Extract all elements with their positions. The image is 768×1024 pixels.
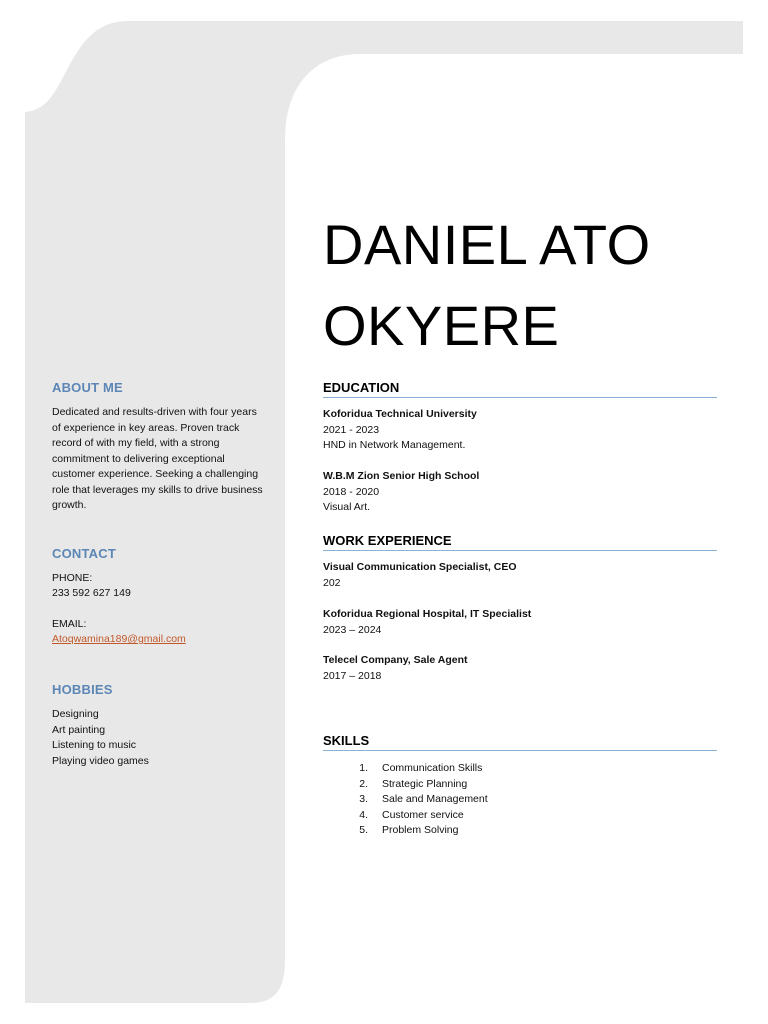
education-detail: HND in Network Management. (323, 439, 466, 451)
skill-item (323, 777, 488, 793)
hobby-item: Playing video games (52, 754, 149, 767)
hobby-item: Art painting (52, 723, 106, 736)
work-heading: WORK EXPERIENCE (323, 533, 717, 551)
full-name (323, 204, 743, 366)
skill-number: 3. (359, 793, 368, 805)
education-dates: 2018 - 2020 (323, 485, 380, 498)
work-title: Koforidua Regional Hospital, IT Specialist (323, 608, 532, 620)
work-dates: 202 (323, 576, 341, 589)
education-dates: 2021 - 2023 (323, 423, 380, 436)
email-link[interactable]: Atoqwamina189@gmail.com (52, 633, 186, 645)
name-line-1: DANIEL ATO (323, 213, 651, 276)
work-title: Visual Communication Specialist, CEO (323, 561, 517, 573)
skills-heading: SKILLS (323, 733, 717, 751)
education-entry (323, 469, 717, 516)
email-label: EMAIL: (52, 618, 87, 630)
skill-item (323, 808, 488, 824)
hobbies-list (52, 707, 268, 769)
skills-list (323, 761, 488, 839)
skill-label: Customer service (382, 808, 464, 821)
education-school: Koforidua Technical University (323, 408, 477, 420)
email-container (52, 632, 268, 648)
phone-label: PHONE: (52, 572, 93, 584)
skill-label: Sale and Management (382, 793, 488, 805)
about-heading: ABOUT ME (52, 380, 123, 395)
about-text: Dedicated and results-driven with four years of experience in key areas. Proven track record of with my field, with a strong commitment to delivering exceptional customer experience. Seeking a challenging role that leverages my skills to drive business growth. (52, 406, 263, 511)
work-entry (323, 607, 717, 638)
skill-item (323, 823, 488, 839)
skill-item (323, 792, 488, 808)
work-entry (323, 653, 717, 684)
education-heading: EDUCATION (323, 380, 717, 398)
education-school: W.B.M Zion Senior High School (323, 470, 480, 482)
skill-label: Problem Solving (382, 824, 459, 836)
education-entry (323, 407, 717, 454)
work-title: Telecel Company, Sale Agent (323, 654, 468, 666)
contact-heading: CONTACT (52, 546, 116, 561)
hobby-item: Listening to music (52, 739, 137, 751)
skill-number: 4. (359, 808, 368, 821)
work-entry (323, 560, 717, 591)
skill-number: 5. (359, 824, 368, 836)
hobbies-heading: HOBBIES (52, 682, 113, 697)
hobby-item: Designing (52, 708, 99, 720)
skill-label: Communication Skills (382, 762, 483, 774)
skill-label: Strategic Planning (382, 777, 468, 790)
phone-value: 233 592 627 149 (52, 587, 131, 599)
work-dates: 2017 – 2018 (323, 669, 382, 682)
skill-item (323, 761, 488, 777)
education-detail: Visual Art. (323, 501, 371, 513)
name-line-2: OKYERE (323, 294, 560, 357)
skill-number: 1. (359, 762, 368, 774)
work-dates: 2023 – 2024 (323, 623, 382, 636)
skill-number: 2. (359, 777, 368, 790)
